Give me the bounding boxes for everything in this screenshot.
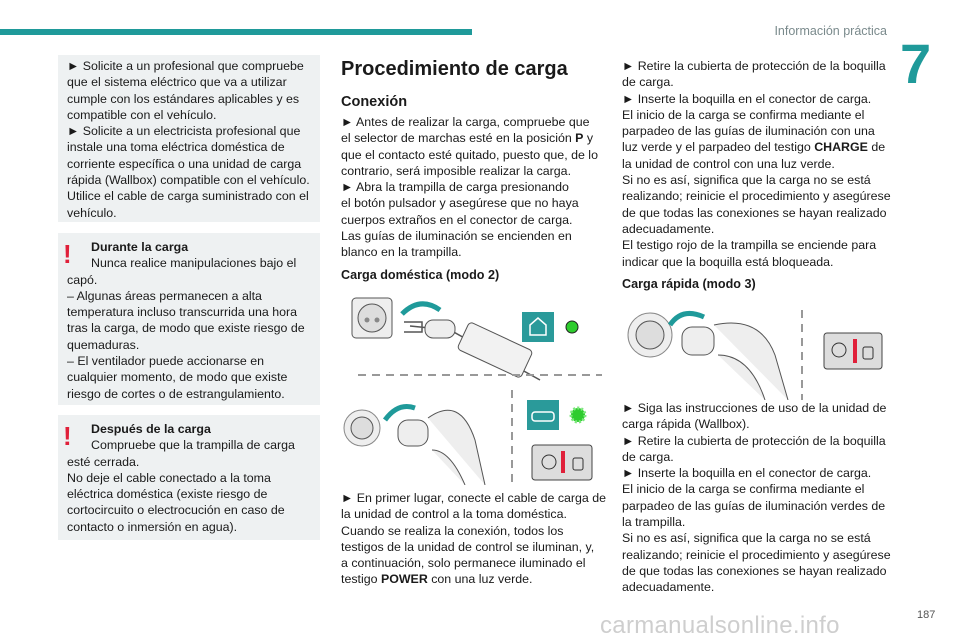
text-line <box>67 304 322 320</box>
charge-led-icon <box>571 408 585 422</box>
text-line <box>622 188 891 204</box>
text-line <box>67 502 322 518</box>
arrow-icon <box>402 304 440 314</box>
text-line <box>67 454 322 470</box>
text-segment: la trampilla. <box>622 515 686 530</box>
text-segment: tras la carga, de modo que existe riesgo de <box>67 321 305 336</box>
text-segment: de carga. <box>622 449 674 464</box>
text-line <box>622 547 891 563</box>
text-segment: adecuadamente. <box>622 580 715 595</box>
text-line <box>67 107 322 123</box>
mode3-illustration <box>620 295 885 400</box>
text-segment: ► Retire la cubierta de protección de la boquilla <box>622 433 886 448</box>
text-segment: y <box>583 131 594 146</box>
text-segment: ► Siga las instrucciones de uso de la unidad de <box>622 401 887 415</box>
text-segment: ► Retire la cubierta de protección de la boquilla <box>622 59 886 73</box>
text-line <box>622 123 887 139</box>
text-segment: eléctrica doméstica (existe riesgo de <box>67 487 268 502</box>
text-segment: ► Inserte la boquilla en el conector de carga. <box>622 91 872 106</box>
text-segment: – El ventilador puede accionarse en <box>67 354 265 369</box>
text-segment: Cuando se realiza la conexión, todos los <box>341 523 564 538</box>
text-segment: contrario, será imposible realizar la carga. <box>341 163 572 178</box>
paragraph <box>622 58 891 270</box>
text-segment: que el contacto esté quitado, puesto que, de lo <box>341 147 598 162</box>
text-segment: quemaduras. <box>67 337 140 352</box>
subheading-mode2: Carga doméstica (modo 2) <box>341 267 500 282</box>
text-line <box>67 272 322 288</box>
text-line <box>67 255 322 271</box>
text-segment: cuerpos extraños en el conector de carga. <box>341 212 573 227</box>
text-line <box>622 400 887 416</box>
text-line <box>67 156 322 172</box>
text-line <box>341 179 606 195</box>
text-segment: cortocircuito o electrocución en caso de <box>67 503 285 518</box>
text-segment: el botón pulsador y asegúrese que no haya <box>341 196 579 211</box>
text-line <box>67 74 322 90</box>
text-line <box>67 320 322 336</box>
text-line <box>341 539 606 555</box>
text-segment: Nunca realice manipulaciones bajo el <box>91 256 297 271</box>
text-segment: instale una toma eléctrica doméstica de <box>67 140 285 155</box>
paragraph <box>341 114 606 261</box>
text-line <box>622 498 887 514</box>
paragraph <box>341 490 606 588</box>
text-segment: capó. <box>67 272 98 287</box>
text-segment: realizando; reinicie el procedimiento y asegúrese <box>622 547 891 562</box>
text-line <box>341 212 606 228</box>
text-line <box>67 437 322 453</box>
text-segment: riesgo de cortes o de estrangulamiento. <box>67 386 285 401</box>
text-segment: carga rápida (Wallbox). <box>622 417 750 432</box>
text-segment: cumple con los estándares aplicables y es <box>67 91 300 106</box>
warning-box-after-charge <box>58 415 320 540</box>
text-segment: ► Inserte la boquilla en el conector de carga. <box>622 466 872 481</box>
text-segment: testigo <box>341 572 381 587</box>
text-line <box>622 563 887 579</box>
text-line <box>622 172 887 188</box>
mode2-illustration <box>340 290 605 485</box>
text-line <box>341 244 606 260</box>
text-segment: el selector de marchas esté en la posición <box>341 131 576 146</box>
text-line <box>67 288 322 304</box>
text-line <box>622 205 887 221</box>
text-segment: de que todas las conexiones se hayan realizado <box>622 205 887 220</box>
text-line <box>67 386 322 402</box>
power-led-icon <box>566 321 578 333</box>
text-line <box>67 91 322 107</box>
text-line <box>341 571 606 587</box>
text-line <box>67 519 322 535</box>
text-line <box>622 254 887 270</box>
bold-term: P <box>575 131 584 146</box>
warning-title: Durante la carga <box>91 240 189 254</box>
arrow-icon <box>670 313 704 325</box>
text-segment: contacto o inmersión en agua). <box>67 519 238 534</box>
text-line <box>622 107 887 123</box>
text-segment: cualquier momento, de modo que existe <box>67 370 288 385</box>
subheading-mode3: Carga rápida (modo 3) <box>622 276 756 291</box>
box-text <box>67 58 322 221</box>
text-line <box>67 123 322 139</box>
text-segment: temperatura incluso transcurrida una hora <box>67 305 298 320</box>
text-segment: realizando; reinicie el procedimiento y asegúrese <box>622 189 891 204</box>
text-line <box>622 139 887 155</box>
warning-icon: ! <box>63 239 72 269</box>
text-segment: Las guías de iluminación se encienden en <box>341 229 572 244</box>
text-segment: ► Solicite a un electricista profesional que <box>67 124 301 139</box>
text-line <box>622 449 887 465</box>
subheading-connection: Conexión <box>341 94 408 110</box>
text-line <box>67 139 322 155</box>
control-unit <box>457 322 533 379</box>
text-segment: la unidad de control con una luz verde. <box>622 156 835 171</box>
text-line <box>67 58 322 74</box>
text-segment: con una luz verde. <box>427 572 533 587</box>
text-segment: de que todas las conexiones se hayan realizado <box>622 563 887 578</box>
wall-socket-icon <box>352 298 392 338</box>
text-segment: El inicio de la carga se confirma mediante el <box>622 482 865 497</box>
text-line <box>67 172 322 188</box>
text-segment: – Algunas áreas permanecen a alta <box>67 288 262 303</box>
text-segment: Utilice el cable de carga suministrado con el <box>67 189 309 204</box>
text-line <box>622 91 887 107</box>
text-line <box>341 506 606 522</box>
text-line <box>341 114 606 130</box>
header-accent-bar <box>0 29 472 35</box>
chapter-number: 7 <box>900 32 932 95</box>
page-number: 187 <box>917 609 936 621</box>
text-line <box>67 337 322 353</box>
text-line <box>622 514 887 530</box>
text-line <box>67 205 322 221</box>
text-segment: compatible con el vehículo. <box>67 107 217 122</box>
info-box-requirements <box>58 55 320 222</box>
text-line <box>622 530 887 546</box>
text-line <box>67 353 322 369</box>
text-segment: luz verde y el parpadeo del testigo <box>622 140 815 155</box>
section-title: Información práctica <box>774 24 887 38</box>
text-segment: ► Abra la trampilla de carga presionando <box>341 180 569 195</box>
text-line <box>622 237 887 253</box>
text-segment: vehículo. <box>67 205 117 220</box>
text-segment: ► Solicite a un profesional que compruebe <box>67 59 304 73</box>
text-line <box>67 188 322 204</box>
text-segment: la unidad de control a la toma doméstica. <box>341 507 567 522</box>
charging-plug <box>398 420 428 446</box>
text-line <box>67 369 322 385</box>
text-segment: adecuadamente. <box>622 221 715 236</box>
home-icon <box>522 312 554 342</box>
text-line <box>341 228 606 244</box>
text-line <box>622 465 887 481</box>
text-line <box>341 195 606 211</box>
watermark: carmanualsonline.info <box>600 612 840 639</box>
charging-plug <box>682 327 714 355</box>
text-line <box>622 416 887 432</box>
text-segment: Si no es así, significa que la carga no se está <box>622 173 871 188</box>
text-line <box>341 490 606 506</box>
text-line <box>622 156 887 172</box>
bold-term: CHARGE <box>814 140 868 155</box>
text-segment: indicar que la boquilla está bloqueada. <box>622 254 834 269</box>
text-line <box>67 486 322 502</box>
text-line <box>341 147 606 163</box>
text-segment: El testigo rojo de la trampilla se enciende para <box>622 238 877 253</box>
bold-term: POWER <box>380 572 428 587</box>
box-text <box>67 255 322 402</box>
arrow-icon <box>385 407 415 421</box>
text-line <box>622 74 887 90</box>
box-text <box>67 437 322 535</box>
text-segment: parpadeo de las guías de iluminación con una <box>622 124 875 139</box>
text-segment: de carga. <box>622 75 674 90</box>
text-segment: de <box>867 140 886 155</box>
paragraph <box>622 400 891 596</box>
text-line <box>622 221 887 237</box>
text-line <box>622 481 887 497</box>
text-line <box>622 433 887 449</box>
text-segment: ► En primer lugar, conecte el cable de carga de <box>341 491 607 505</box>
text-segment: El inicio de la carga se confirma mediante el <box>622 107 865 122</box>
text-segment: Si no es así, significa que la carga no se está <box>622 531 871 546</box>
warning-icon: ! <box>63 421 72 451</box>
text-line <box>341 130 606 146</box>
warning-title: Después de la carga <box>91 422 211 436</box>
page-title: Procedimiento de carga <box>341 58 568 80</box>
text-segment: parpadeo de las guías de iluminación verdes de <box>622 498 886 513</box>
text-line <box>341 523 606 539</box>
text-line <box>622 579 887 595</box>
text-line <box>341 163 606 179</box>
warning-box-during-charge <box>58 233 320 405</box>
text-segment: No deje el cable conectado a la toma <box>67 470 271 485</box>
text-segment: testigos de la unidad de control se iluminan, y, <box>341 539 595 554</box>
text-segment: rápida (Wallbox) compatible con el vehículo. <box>67 173 310 188</box>
text-line <box>67 470 322 486</box>
text-line <box>341 555 606 571</box>
text-segment: blanco en la trampilla. <box>341 245 462 260</box>
text-segment: a continuación, solo permanece iluminado el <box>341 556 586 571</box>
text-segment: corriente específica o una unidad de carga <box>67 156 302 171</box>
text-segment: Compruebe que la trampilla de carga <box>91 438 295 453</box>
text-segment: esté cerrada. <box>67 454 140 469</box>
text-segment: que el sistema eléctrico que va a utilizar <box>67 75 287 90</box>
vehicle-inlet-icon <box>344 410 380 446</box>
text-line <box>622 58 887 74</box>
text-segment: ► Antes de realizar la carga, compruebe que <box>341 115 590 129</box>
